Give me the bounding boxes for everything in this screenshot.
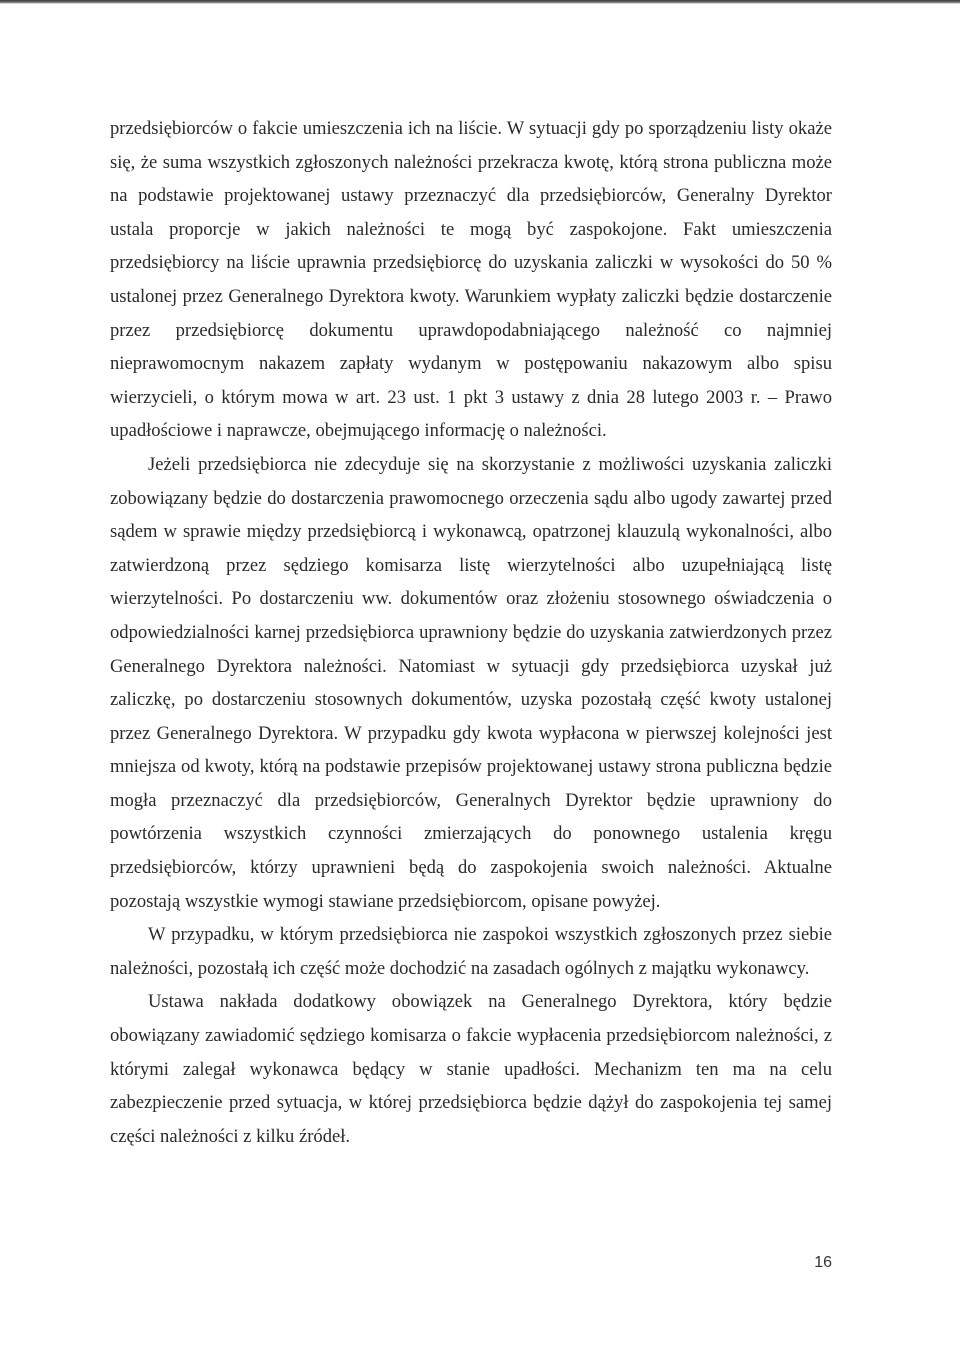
paragraph-continuation: przedsiębiorców o fakcie umieszczenia ich na liście. W sytuacji gdy po sporządzeniu listy okaże się, że suma wszystkich zgłoszonych należności przekracza kwotę, którą strona publiczna może na podstawie projektowanej ustawy przeznaczyć dla przedsiębiorców, Generalny Dyrektor ustala proporcje w jakich należności te mogą być zaspokojone. Fakt umieszczenia przedsiębiorcy na liście uprawnia przedsiębiorcę do uzyskania zaliczki w wysokości do 50 % ustalonej przez Generalnego Dyrektora kwoty. Warunkiem wypłaty zaliczki będzie dostarczenie przez przedsiębiorcę dokumentu uprawdopodabniającego należność co najmniej nieprawomocnym nakazem zapłaty wydanym w postępowaniu nakazowym albo spisu wierzycieli, o którym mowa w art. 23 ust. 1 pkt 3 ustawy z dnia 28 lutego 2003 r. – Prawo upadłościowe i naprawcze, obejmującego informację o należności. [110, 118, 832, 442]
paragraph-remaining-claims: W przypadku, w którym przedsiębiorca nie zaspokoi wszystkich zgłoszonych przez siebie należności, pozostałą ich część może dochodzić na zasadach ogólnych z majątku wykonawcy. [110, 924, 832, 979]
paragraph-advance-payment: Jeżeli przedsiębiorca nie zdecyduje się na skorzystanie z możliwości uzyskania zaliczki zobowiązany będzie do dostarczenia prawomocnego orzeczenia sądu albo ugody zawartej przed sądem w sprawie między przedsiębiorcą i wykonawcą, opatrzonej klauzulą wykonalności, albo zatwierdzoną przez sędziego komisarza listę wierzytelności albo uzupełniającą listę wierzytelności. Po dostarczeniu ww. dokumentów oraz złożeniu stosownego oświadczenia o odpowiedzialności karnej przedsiębiorca uprawniony będzie do uzyskania zatwierdzonych przez Generalnego Dyrektora należności. Natomiast w sytuacji gdy przedsiębiorca uzyskał już zaliczkę, po dostarczeniu stosownych dokumentów, uzyska pozostałą część kwoty ustalonej przez Generalnego Dyrektora. W przypadku gdy kwota wypłacona w pierwszej kolejności jest mniejsza od kwoty, którą na podstawie przepisów projektowanej ustawy strona publiczna będzie mogła przeznaczyć dla przedsiębiorców, Generalnych Dyrektor będzie uprawniony do powtórzenia wszystkich czynności zmierzających do ponownego ustalenia kręgu przedsiębiorców, którzy uprawnieni będą do zaspokojenia swoich należności. Aktualne pozostają wszystkie wymogi stawiane przedsiębiorcom, opisane powyżej. [110, 453, 832, 912]
paragraph-notification-duty: Ustawa nakłada dodatkowy obowiązek na Generalnego Dyrektora, który będzie obowiązany zawiadomić sędziego komisarza o fakcie wypłacenia przedsiębiorcom należności, z którymi zalegał wykonawca będący w stanie upadłości. Mechanizm ten ma na celu zabezpieczenie przed sytuacja, w której przedsiębiorca będzie dążył do zaspokojenia tej samej części należności z kilku źródeł. [110, 991, 832, 1147]
scan-top-edge [0, 0, 960, 4]
document-body [110, 112, 832, 1153]
page-number: 16 [814, 1254, 832, 1271]
